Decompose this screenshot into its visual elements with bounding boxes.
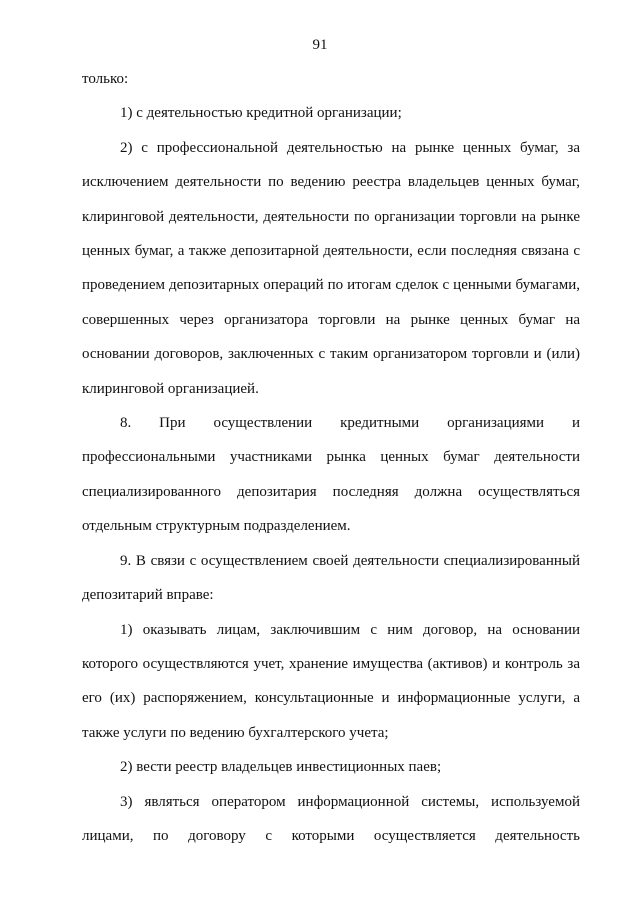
paragraph-item-1-credit: 1) с деятельностью кредитной организации; <box>120 105 402 122</box>
paragraph-clause-8: 8. При осуществлении кредитными организациями и профессиональными участниками рынка ценных бумаг деятельности специализированного депозитария последняя должна осуществляться отдельным структурным подразделением. <box>82 415 580 535</box>
paragraph-clause-9-item-3: 3) являться оператором информационной системы, используемой лицами, по договору с которыми осуществляется деятельность <box>82 793 580 844</box>
paragraph-continuation: только: <box>82 71 129 87</box>
page-number: 91 <box>312 37 328 53</box>
paragraph-clause-9-item-1: 1) оказывать лицам, заключившим с ним договор, на основании которого осуществляются учет, хранение имущества (активов) и контроль за его (их) распоряжением, консультационные и информационные услуги, а также услуги по ведению бухгалтерского учета; <box>82 621 580 741</box>
paragraph-clause-9-item-2: 2) вести реестр владельцев инвестиционных паев; <box>120 759 442 776</box>
document-body <box>82 62 580 853</box>
paragraph-item-2-securities: 2) с профессиональной деятельностью на рынке ценных бумаг, за исключением деятельности по ведению реестра владельцев ценных бумаг, клиринговой деятельности, деятельности по организации торговли на рынке ценных бумаг, а также депозитарной деятельности, если последняя связана с проведением депозитарных операций по итогам сделок с ценными бумагами, совершенных через организатора торговли на рынке ценных бумаг на основании договоров, заключенных с таким организатором торговли и (или) клиринговой организацией. <box>82 139 580 397</box>
paragraph-clause-9: 9. В связи с осуществлением своей деятельности специализированный депозитарий вправе: <box>82 552 580 604</box>
